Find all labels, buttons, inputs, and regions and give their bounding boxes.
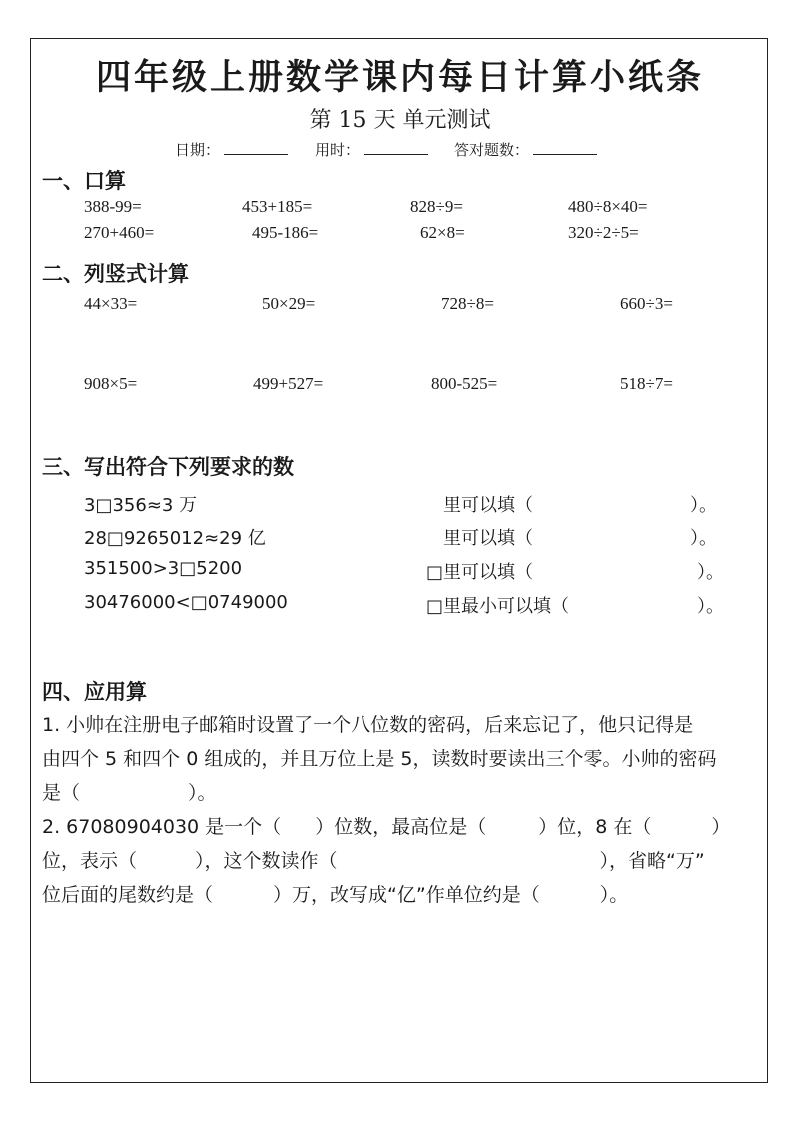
score-label: 答对题数： (454, 141, 530, 159)
vertical-problem: 728÷8= (441, 294, 494, 313)
number-prompt: 里可以填（ (443, 528, 533, 549)
oral-problem: 495-186= (252, 223, 319, 242)
time-field[interactable] (315, 139, 428, 160)
text-run: ），这个数读作（ (195, 850, 338, 872)
text-run: ）万，改写成“亿”作单位约是（ (273, 884, 540, 906)
number-expression: 28□9265012≈29 亿 (84, 528, 266, 549)
oral-problem: 388-99= (84, 197, 142, 216)
text-run: ）。 (599, 884, 629, 906)
number-expression: 3□356≈3 万 (84, 495, 198, 516)
vertical-problem: 800-525= (431, 374, 498, 393)
applied-problems (42, 708, 762, 912)
vertical-problem: 660÷3= (620, 294, 673, 313)
problem-2-line (42, 810, 762, 844)
number-prompt: □里可以填（ (426, 562, 534, 583)
answer-blank-close[interactable]: ）。 (697, 562, 724, 583)
problem-2-line (42, 878, 762, 912)
number-prompt: 里可以填（ (443, 495, 533, 516)
text-run: 是（ (42, 782, 81, 804)
answer-blank-close[interactable]: ）。 (690, 528, 717, 549)
text-run: 2. 67080904030 是一个（ (42, 816, 282, 838)
text-run: ），省略“万” (599, 850, 705, 872)
vertical-problem: 499+527= (253, 374, 324, 393)
oral-problem: 62×8= (420, 223, 465, 242)
problem-1-line: 由四个 5 和四个 0 组成的，并且万位上是 5，读数时要读出三个零。小帅的密码 (42, 748, 717, 770)
vertical-problem: 50×29= (262, 294, 316, 313)
answer-blank-close[interactable]: ）。 (697, 596, 724, 617)
section-vertical-heading: 二、列竖式计算 (42, 262, 189, 286)
time-label: 用时： (315, 141, 361, 159)
date-field[interactable] (175, 139, 288, 160)
number-expression: 351500>3□5200 (84, 558, 243, 579)
oral-problem: 828÷9= (410, 197, 463, 216)
date-label: 日期： (175, 141, 221, 159)
oral-problem: 270+460= (84, 223, 155, 242)
problem-1-line (42, 776, 762, 810)
section-numbers-heading: 三、写出符合下列要求的数 (42, 455, 294, 479)
vertical-problem: 908×5= (84, 374, 138, 393)
page-title: 四年级上册数学课内每日计算小纸条 (95, 58, 704, 98)
text-run: ）位，8 在（ (538, 816, 652, 838)
oral-problem: 453+185= (242, 197, 313, 216)
oral-problem: 320÷2÷5= (568, 223, 639, 242)
problem-1-line: 1. 小帅在注册电子邮箱时设置了一个八位数的密码，后来忘记了，他只记得是 (42, 714, 694, 736)
section-applied-heading: 四、应用算 (42, 680, 147, 704)
vertical-problem: 44×33= (84, 294, 138, 313)
page-subtitle: 第 15 天 单元测试 (309, 108, 491, 133)
answer-blank-close[interactable]: ）。 (690, 495, 717, 516)
time-blank[interactable] (364, 140, 428, 155)
section-oral-heading: 一、口算 (42, 169, 126, 193)
score-field[interactable] (454, 139, 597, 160)
text-run: ） (711, 816, 731, 838)
vertical-problem: 518÷7= (620, 374, 673, 393)
text-run: ）位数，最高位是（ (315, 816, 487, 838)
text-run: 位，表示（ (42, 850, 138, 872)
date-blank[interactable] (224, 140, 288, 155)
text-run: ）。 (188, 782, 217, 804)
text-run: 位后面的尾数约是（ (42, 884, 214, 906)
oral-problem: 480÷8×40= (568, 197, 648, 216)
number-expression: 30476000<□0749000 (84, 592, 288, 613)
number-prompt: □里最小可以填（ (426, 596, 570, 617)
score-blank[interactable] (533, 140, 597, 155)
problem-2-line (42, 844, 762, 878)
